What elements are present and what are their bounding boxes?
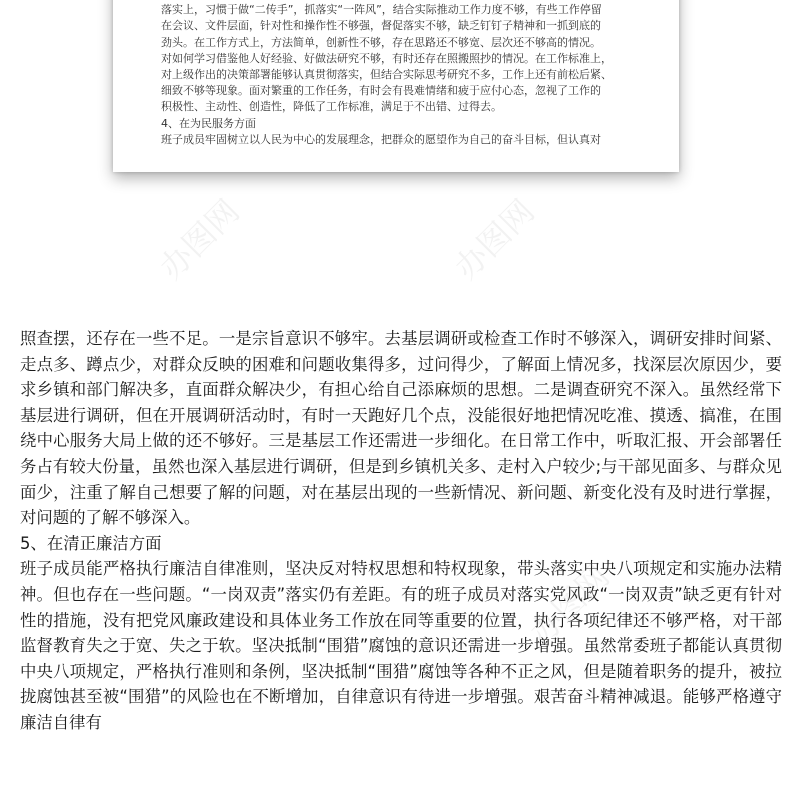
watermark: 办图网 xyxy=(152,192,247,287)
watermark: 办图网 xyxy=(447,192,542,287)
preview-line: 班子成员牢固树立以人民为中心的发展理念，把群众的愿望作为自己的奋斗目标，但认真对 xyxy=(161,132,601,146)
preview-heading: 4、在为民服务方面 xyxy=(161,116,256,130)
preview-line: 劲头。在工作方式上，方法简单，创新性不够，存在思路还不够宽、层次还不够高的情况。 xyxy=(161,35,601,49)
document-preview-card xyxy=(113,0,679,172)
preview-line: 对上级作出的决策部署能够认真贯彻落实，但结合实际思考研究不多，工作上还有前松后紧、 xyxy=(161,68,612,82)
preview-line: 落实上，习惯于做“二传手”，抓落实“一阵风”，结合实际推动工作力度不够，有些工作停留 xyxy=(161,3,602,17)
preview-text-block xyxy=(161,0,659,148)
body-paragraph-2: 班子成员能严格执行廉洁自律准则，坚决反对特权思想和特权现象，带头落实中央八项规定和实施办法精神。但也存在一些问题。“一岗双责”落实仍有差距。有的班子成员对落实党风政“一岗双责”缺乏更有针对性的措施，没有把党风廉政建设和具体业务工作放在同等重要的位置，执行各项纪律还不够严格，对干部监督教育失之于宽、失之于软。坚决抵制“围猎”腐蚀的意识还需进一步增强。虽然常委班子都能认真贯彻中央八项规定，严格执行准则和条例，坚决抵制“围猎”腐蚀等各种不正之风，但是随着职务的提升，被拉拢腐蚀甚至被“围猎”的风险也在不断增加，自律意识有待进一步增强。艰苦奋斗精神减退。能够严格遵守廉洁自律有 xyxy=(20,559,782,732)
preview-line: 积极性、主动性、创造性，降低了工作标准，满足于不出错、过得去。 xyxy=(161,100,502,114)
section-heading-5: 5、在清正廉洁方面 xyxy=(20,533,162,553)
preview-line: 细致不够等现象。面对繁重的工作任务，有时会有畏难情绪和疲于应付心态，忽视了工作的 xyxy=(161,84,601,98)
preview-line: 在会议、文件层面，针对性和操作性不够强，督促落实不够，缺乏钉钉子精神和一抓到底的 xyxy=(161,19,601,33)
preview-line: 对如何学习借鉴他人好经验、好做法研究不够，有时还存在照搬照抄的情况。在工作标准上， xyxy=(161,51,612,65)
watermark: 办图网 xyxy=(522,557,617,652)
main-body-text xyxy=(20,326,782,736)
body-paragraph-1: 照查摆，还存在一些不足。一是宗旨意识不够牢。去基层调研或检查工作时不够深入，调研安排时间紧、走点多、蹲点少，对群众反映的困难和问题收集得多，过问得少，了解面上情况多，找深层次原因少，要求乡镇和部门解决多，直面群众解决少，有担心给自己添麻烦的思想。二是调查研究不深入。虽然经常下基层进行调研，但在开展调研活动时，有时一天跑好几个点，没能很好地把情况吃准、摸透、搞准，在围绕中心服务大局上做的还不够好。三是基层工作还需进一步细化。在日常工作中，听取汇报、开会部署任务占有较大份量，虽然也深入基层进行调研，但是到乡镇机关多、走村入户较少;与干部见面多、与群众见面少，注重了解自己想要了解的问题，对在基层出现的一些新情况、新问题、新变化没有及时进行掌握，对问题的了解不够深入。 xyxy=(20,329,782,528)
